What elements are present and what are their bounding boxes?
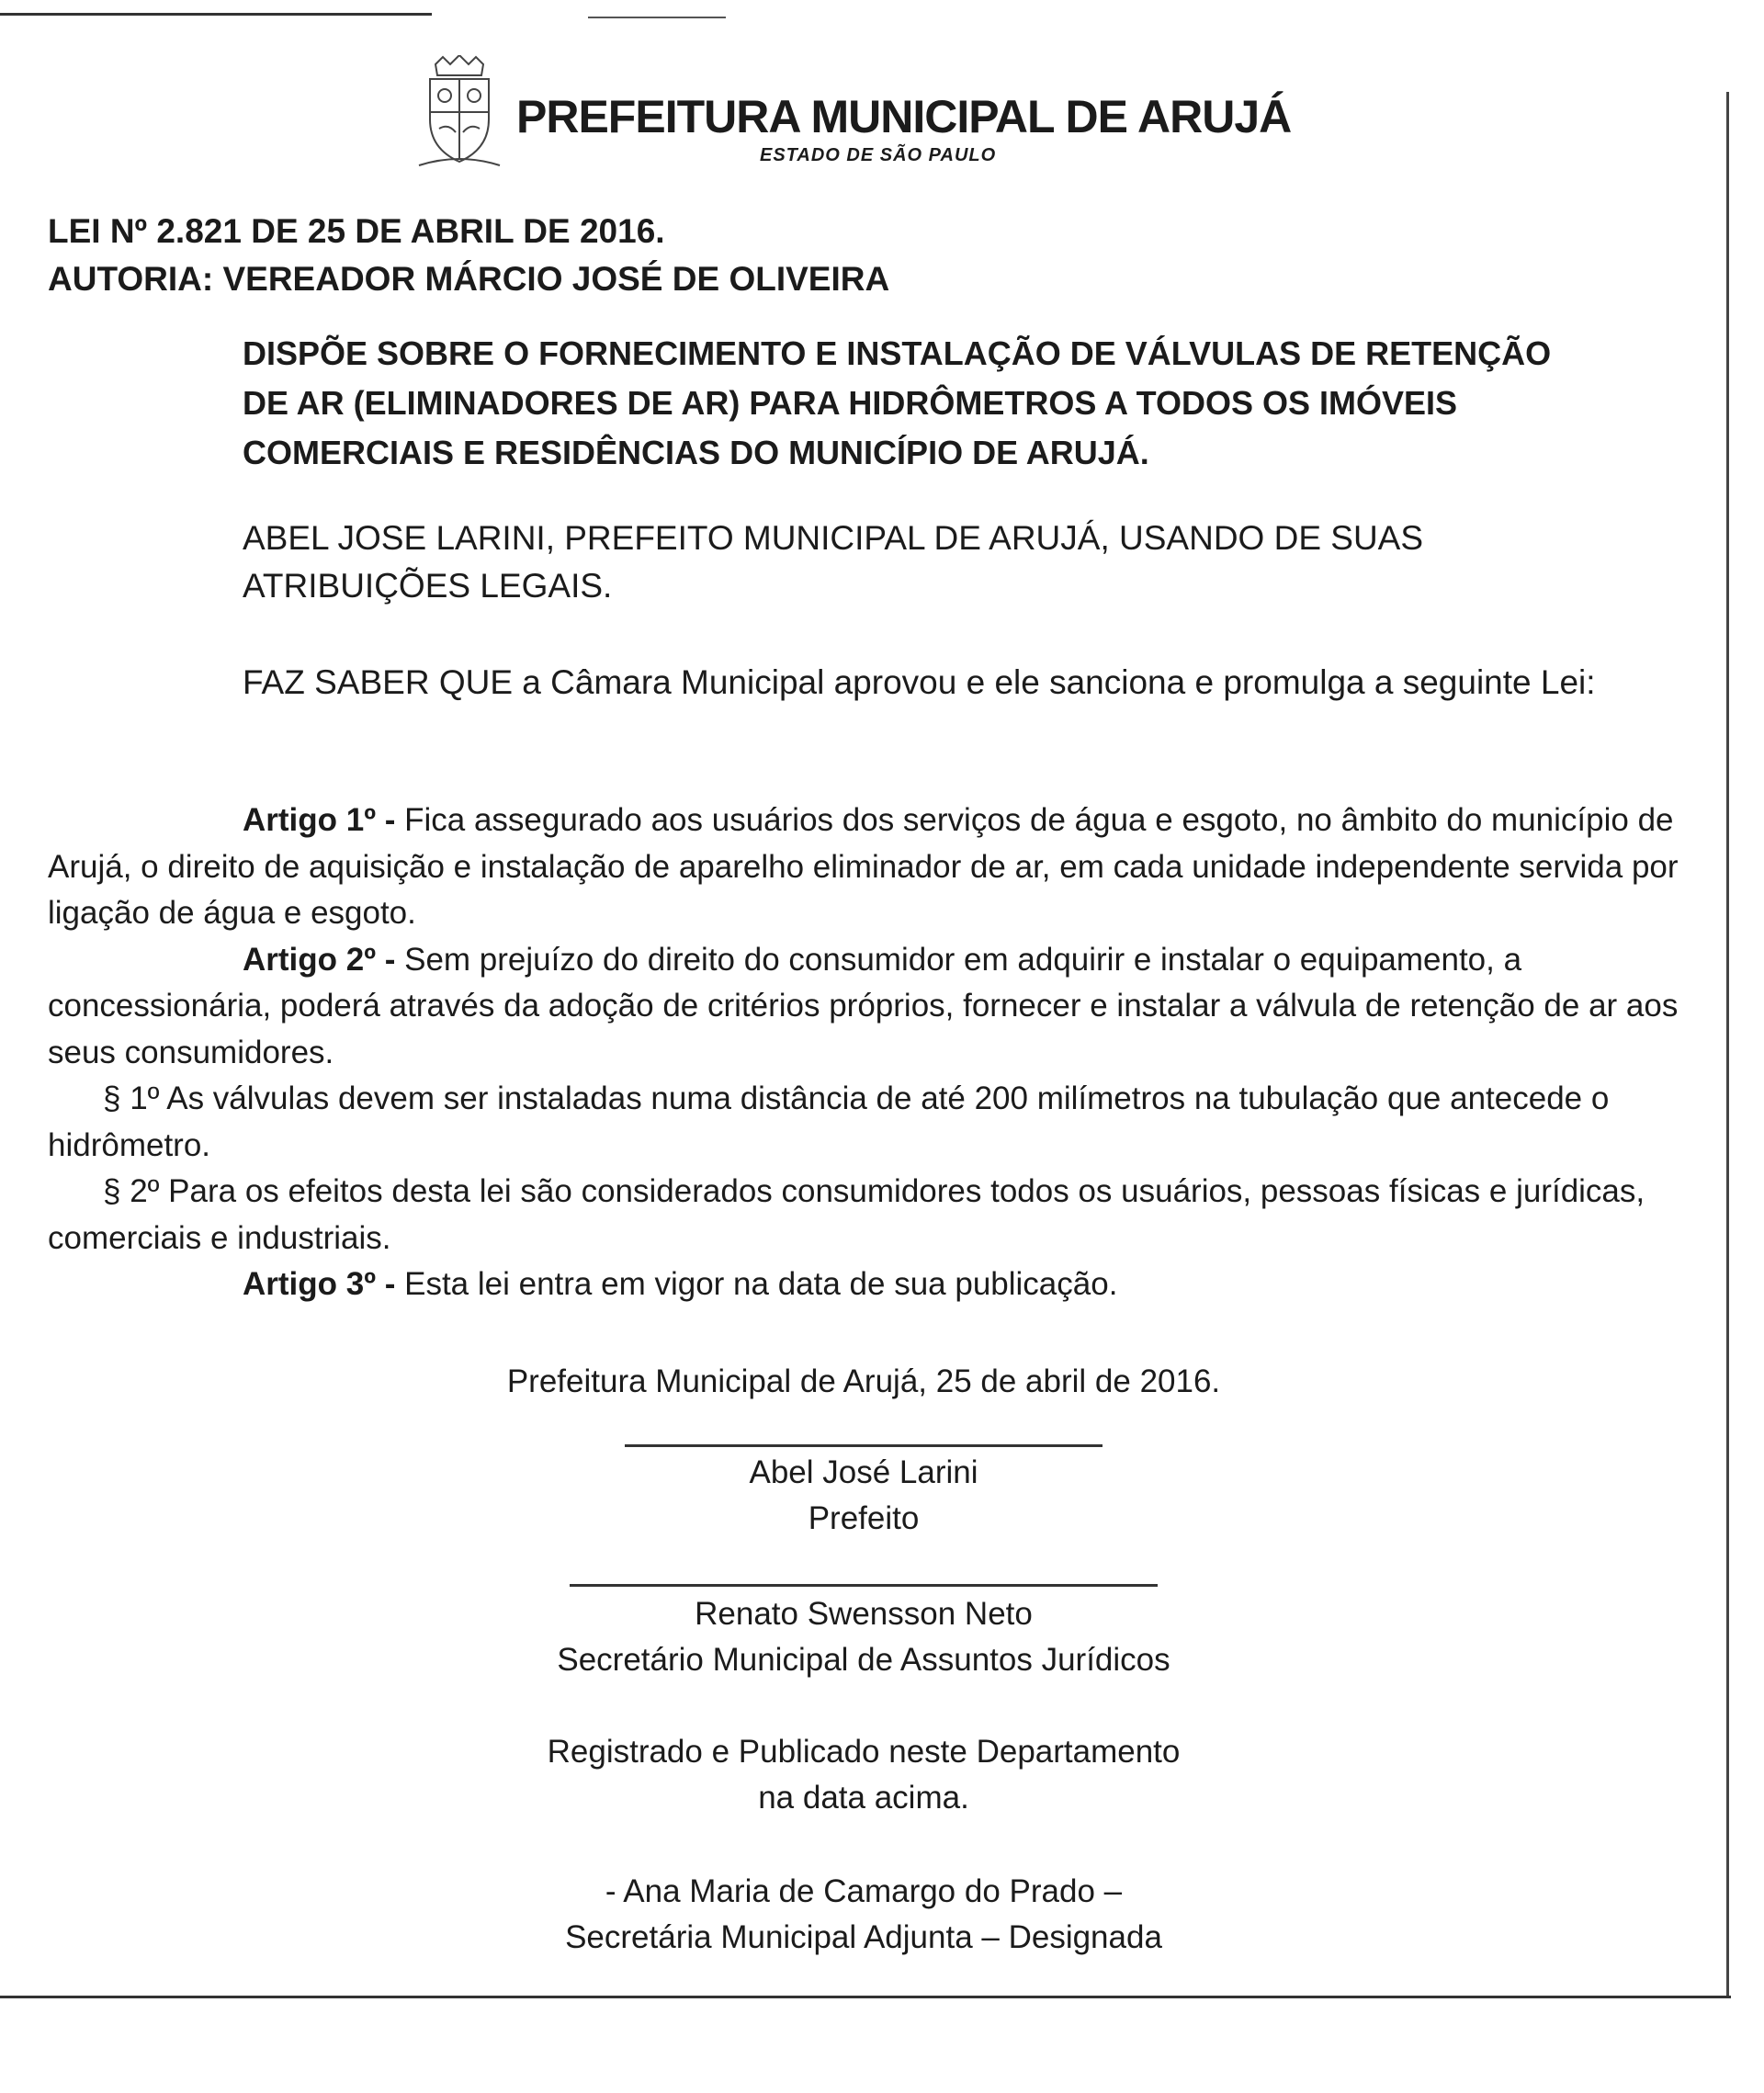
law-heading — [48, 208, 889, 303]
registry-line-1: Registrado e Publicado neste Departamento — [547, 1734, 1181, 1770]
article-1 — [48, 798, 1683, 937]
article-1-label: Artigo 1º - — [243, 802, 396, 838]
law-number: LEI Nº 2.821 DE 25 DE ABRIL DE 2016. — [48, 212, 665, 250]
article-3-label: Artigo 3º - — [243, 1266, 396, 1302]
article-2-text: Sem prejuízo do direito do consumidor em adquirir e instalar o equipamento, a concessionária, poderá através da adoção de critérios próprios, fornecer e instalar a válvula de retenção de ar aos seus consumidores. — [48, 941, 1679, 1070]
paragraph-1: § 1º As válvulas devem ser instaladas numa distância de até 200 milímetros na tubulação que antecede o hidrômetro. — [48, 1080, 1610, 1163]
signer-3-title: Secretária Municipal Adjunta – Designada — [565, 1919, 1162, 1955]
coat-of-arms-icon — [415, 55, 503, 169]
top-border-line — [0, 13, 432, 16]
signature-line-1 — [625, 1444, 1102, 1447]
letterhead-subtitle: ESTADO DE SÃO PAULO — [760, 145, 997, 165]
place-date: Prefeitura Municipal de Arujá, 25 de abril de 2016. — [506, 1363, 1221, 1399]
article-2 — [48, 937, 1683, 1077]
paragraph-2: § 2º Para os efeitos desta lei são considerados consumidores todos os usuários, pessoas físicas e jurídicas, comerciais e industriais. — [48, 1173, 1645, 1256]
right-border-line — [1726, 92, 1729, 1998]
signer-2-title: Secretário Municipal de Assuntos Jurídicos — [557, 1642, 1170, 1678]
bottom-border-line — [0, 1996, 1731, 1998]
signer-2-name: Renato Swensson Neto — [695, 1596, 1033, 1632]
article-3 — [48, 1261, 1683, 1308]
signer-1-name: Abel José Larini — [749, 1454, 978, 1490]
preamble-mayor: ABEL JOSE LARINI, PREFEITO MUNICIPAL DE ARUJÁ, USANDO DE SUAS ATRIBUIÇÕES LEGAIS. — [243, 519, 1424, 605]
article-2-label: Artigo 2º - — [243, 941, 396, 978]
preamble-enactment: FAZ SABER QUE a Câmara Municipal aprovou e ele sanciona e promulga a seguinte Lei: — [243, 663, 1596, 701]
registry-line-2: na data acima. — [758, 1780, 969, 1816]
law-summary: DISPÕE SOBRE O FORNECIMENTO E INSTALAÇÃO DE VÁLVULAS DE RETENÇÃO DE AR (ELIMINADORES DE AR) PARA HIDRÔMETROS A TODOS OS IMÓVEIS COMERCIAIS E RESIDÊNCIAS DO MUNICÍPIO DE ARUJÁ. — [243, 334, 1552, 471]
letterhead-title: PREFEITURA MUNICIPAL DE ARUJÁ — [516, 91, 1292, 142]
article-3-text: Esta lei entra em vigor na data de sua publicação. — [395, 1266, 1118, 1302]
signer-3-name: - Ana Maria de Camargo do Prado – — [605, 1873, 1123, 1909]
law-body — [48, 798, 1683, 1308]
article-1-text: Fica assegurado aos usuários dos serviços de água e esgoto, no âmbito do município de Arujá, o direito de aquisição e instalação de aparelho eliminador de ar, em cada unidade independente servida por ligação de água e esgoto. — [48, 802, 1679, 931]
signer-1-title: Prefeito — [808, 1500, 920, 1536]
letterhead — [415, 55, 1352, 175]
signature-line-2 — [570, 1584, 1158, 1587]
law-author: AUTORIA: VEREADOR MÁRCIO JOSÉ DE OLIVEIRA — [48, 260, 890, 298]
top-border-fragment — [588, 17, 726, 18]
